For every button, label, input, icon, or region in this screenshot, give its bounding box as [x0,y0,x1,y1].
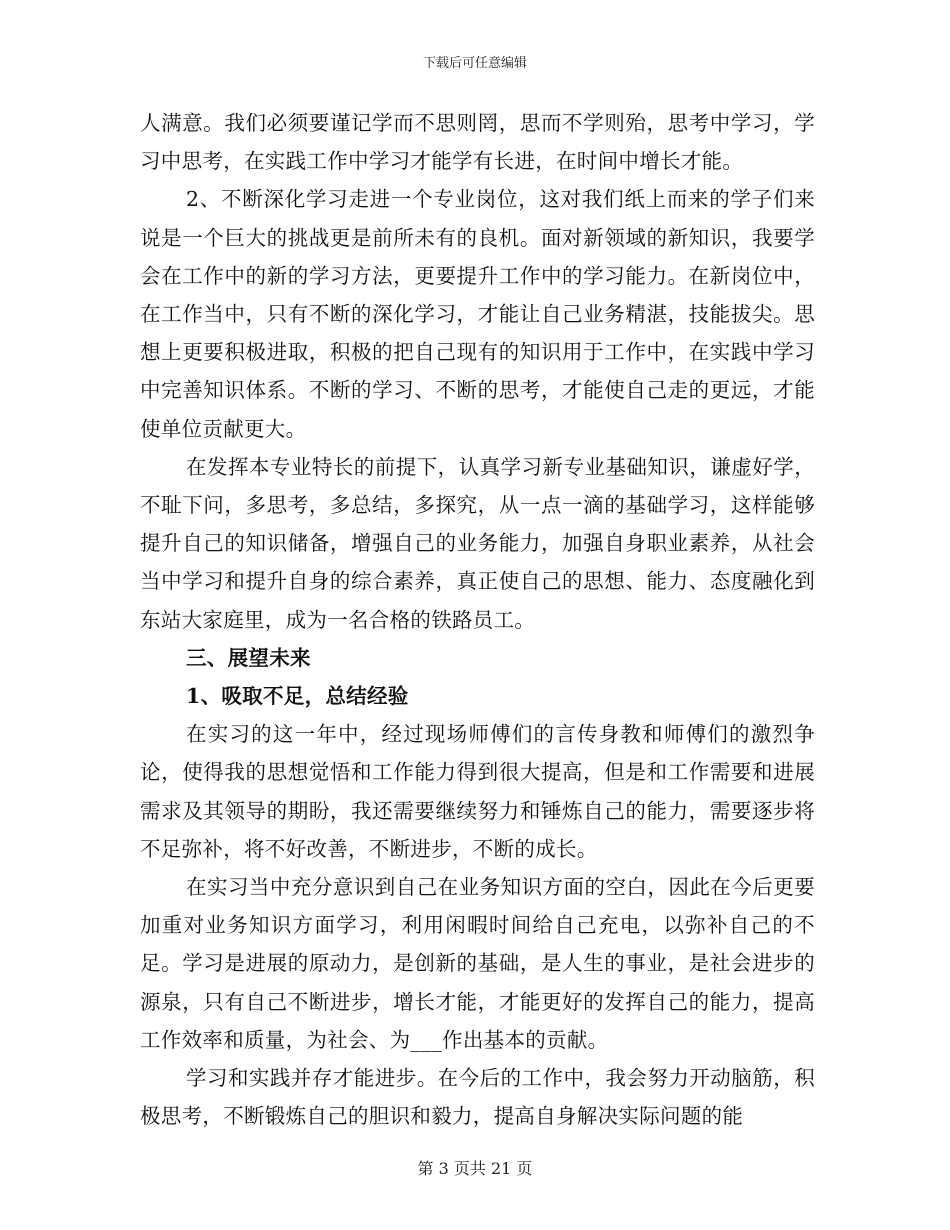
body-paragraph: 在实习的这一年中，经过现场师傅们的言传身教和师傅们的激烈争论，使得我的思想觉悟和工作能力得到很大提高，但是和工作需要和进展需求及其领导的期盼，我还需要继续努力和锤炼自己的能力，需要逐步将不足弥补，将不好改善，不断进步，不断的成长。 [140,722,815,861]
subsection-heading: 1、吸取不足，总结经验 [186,684,409,709]
body-paragraph: 在实习当中充分意识到自己在业务知识方面的空白，因此在今后更要加重对业务知识方面学习，利用闲暇时间给自己充电，以弥补自己的不足。学习是进展的原动力，是创新的基础，是人生的事业，是社会进步的源泉，只有自己不断进步，增长才能，才能更好的发挥自己的能力，提高工作效率和质量，为社会、为___作出基本的贡献。 [140,875,815,1052]
body-paragraph: 学习和实践并存才能进步。在今后的工作中，我会努力开动脑筋，积极思考，不断锻炼自己的胆识和毅力，提高自身解决实际问题的能 [140,1066,815,1129]
section-heading: 三、展望未来 [186,645,311,670]
page-footer: 第 3 页共 21 页 [417,1159,533,1178]
body-paragraph: 人满意。我们必须要谨记学而不思则罔，思而不学则殆，思考中学习，学习中思考，在实践工作中学习才能学有长进，在时间中增长才能。 [140,111,815,174]
page-header: 下载后可任意编辑 [422,56,527,71]
body-paragraph: 在发挥本专业特长的前提下，认真学习新专业基础知识，谦虚好学，不耻下问，多思考，多总结，多探究，从一点一滴的基础学习，这样能够提升自己的知识储备，增强自己的业务能力，加强自身职业素养，从社会当中学习和提升自身的综合素养，真正使自己的思想、能力、态度融化到东站大家庭里，成为一名合格的铁路员工。 [140,454,815,632]
body-paragraph: 2、不断深化学习走进一个专业岗位，这对我们纸上而来的学子们来说是一个巨大的挑战更是前所未有的良机。面对新领域的新知识，我要学会在工作中的新的学习方法，更要提升工作中的学习能力。在新岗位中，在工作当中，只有不断的深化学习，才能让自己业务精湛，技能拔尖。思想上更要积极进取，积极的把自己现有的知识用于工作中，在实践中学习中完善知识体系。不断的学习、不断的思考，才能使自己走的更远，才能使单位贡献更大。 [140,187,815,441]
document-body [140,104,815,1135]
